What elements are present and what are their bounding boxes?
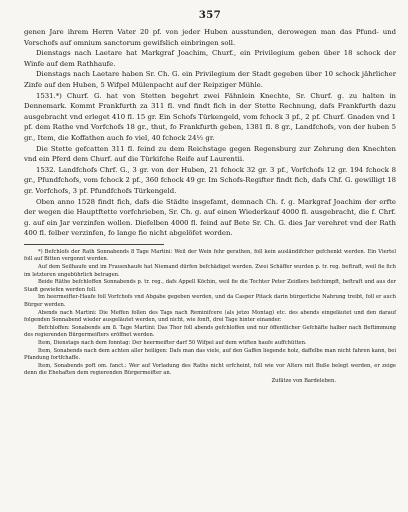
footnote: Item, Dienstags nach dem fonntag: Der heermeifter darf 50 Wifpel auf dem wüften haufe auffchütten. xyxy=(38,340,307,346)
footnote-divider xyxy=(24,244,164,245)
footnote: Beide Räthe befchloffen Sonnabends p. tr. reg., dafs Appell Köchin, weil fie die Tochter Peter Zeidlers befchimpft, beftraft und aus der Stadt gewiefen werden foll. xyxy=(24,279,396,293)
paragraph: Dienstags nach Laetare hat Markgraf Joachim, Churf., ein Privilegium geben über 18 schock der Winfe auf dem Rathhaufe. xyxy=(24,49,396,68)
paragraph: 1532. Landfchofs Chrf. G., 3 gr. von der Huben, 21 fchock 32 gr. 3 pf., Vorfchofs 12 gr. 194 fchock 8 gr., Pfundfchofs, vom fchock 2 pf., 360 fchock 49 gr. Im Schofs-Regifter findt fich, dafs Chf. G. gewilligt 18 gr. Vorfchofs, 3 pf. Pfundfchofs Türkengeld. xyxy=(24,165,396,195)
footnote: *) Befchlofs der Rath Sonnabends 8 Tage Martini: Weil der Wein fehr gerathen, foll kein ausländifcher gefchenkt werden. Ein Viertel foll auf Bitten vergonnt werden. xyxy=(24,248,396,263)
footnote: Item, Sonabends poft om. fanct.: Wer auf Vorladung des Raths nicht erfcheint, foll wie vor Alters mit Buße belegt werden, er zeige denn die Ehehaften dem regierenden Bürgermeifter an. xyxy=(24,362,396,377)
paragraph: Dienstags nach Laetare haben Sr. Ch. G. ein Privilegium der Stadt gegeben über 10 schock jährlicher Zinfe auf den Huben, 5 Wifpel Mülenpacht auf der Reipziger Mühle. xyxy=(24,70,396,89)
paragraph: Die Stette gefcatten 311 fl. feind zu dem Reichstage gegen Regensburg zur Zehrung den Knechten vnd ein Pferd dem Churf. auf die Türkifche Reife auf Laurentii. xyxy=(24,144,396,164)
footnote: Abends nach Martini: Die Meffen follen des Tags nach Reminifcere (als jetzo Montag) etc. des abends eingeläutet und den darauf folgenden Sonnabend wieder ausgeläutet werden, und nicht, wie fonft, drei Tage hinter einander. xyxy=(24,309,396,324)
signature: Zufätze von Bardeleben. xyxy=(271,377,336,384)
footnotes xyxy=(24,249,396,386)
footnote: Befchloffen: Sonabends am 8. Tage Martini: Das Thor foll abends gefchloffen und nur öffentlicher Gefchäfte halber nach Beftimmung des regierenden Bürgermeifters eröffnet werden. xyxy=(24,324,396,339)
paragraph: genen Jare ihrem Herrn Vater 20 pf. von jeder Huben ausstunden, derowegen man das Pfund- und Vorschofs auf omnium sanctorum gewifslich einbringen soll. xyxy=(24,28,396,47)
main-text xyxy=(24,27,396,239)
page-number: 357 xyxy=(198,10,222,21)
paragraph: Oben anno 1528 findt fich, dafs die Städte insgefamt, demnach Ch. f. g. Markgraf Joachim der erfte der wegen die Hauptftette vorfchrieben, Sr. Ch. g. auf einen Wiederkauf 4000 fl. ausgebracht, die f. Chrf. g. auf ein Jar verzinfen wollen. Diefelben 4000 fl. feind auf Bete Sr. Ch. G. dies Jar verehret vnd der Rath 400 fl. felber verzinfen, fo lange fie nicht abgelöfet worden. xyxy=(24,197,396,238)
footnote: Auf dem Seilhaufe und im Frauenhaufe hat Niemand dürfen befchädiget werden. Zwei Schäffer wurden p. tr. reg. beftraft, weil fie fich im letzteren ungebührlich betragen. xyxy=(24,264,396,278)
footnote: Im heermeifter-Haufe foll Vorfchofs vnd Abgabe gegeben werden, und da Casper Pitack darin bürgerliche Nahrung treibt, foll er auch Bürger werden. xyxy=(24,294,396,309)
footnote: Item, Sonabends nach dem achten aller heiligen: Dafs man das viele, auf den Gaffen liegende holz, daffelbe man nicht fahren kann, bei Pfandung fortfchaffe. xyxy=(24,347,396,362)
paragraph: 1531.*) Churf. G. hat von Stetten begehrt zwei Fähnlein Knechte, Sr. Churf. g. zu halten in Dennemark. Kommt Frankfurth za 311 fl. vnd findt fich in der Stette Rechnung, dafs Frankfurth dazu ausgebracht vnd erleget 410 fl. 15 gr. Ein Schofs Türkengeld, vom fchock 3 pf., 2 pf. Churf. Gnaden vnd 1 pf. dem Rathe vnd Vorfchofs 18 gr., thut, fo Frankfurth geben, 1381 fl. 8 gr., Landfchofs, von der huben 5 gr., Item, die Koffathen auch fo viel, 40 fchock 24½ gr. xyxy=(24,91,396,142)
